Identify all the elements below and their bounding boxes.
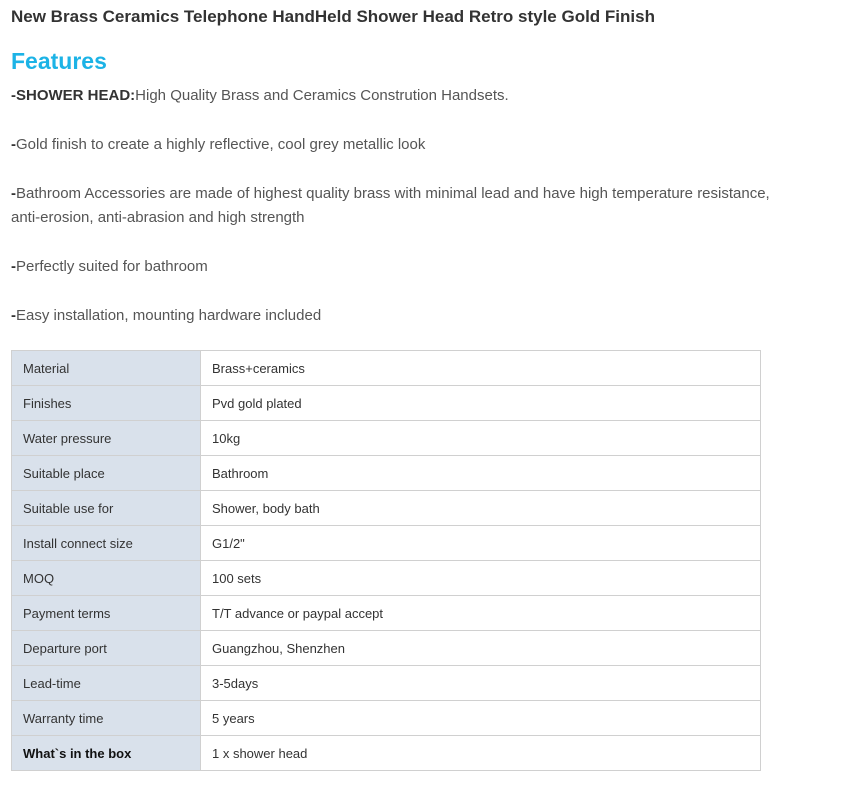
feature-label: SHOWER HEAD: xyxy=(16,87,136,104)
table-row xyxy=(12,386,761,421)
spec-key: Install connect size xyxy=(12,526,201,561)
feature-text: Bathroom Accessories are made of highest quality brass with minimal lead and have high temperature resistance, anti-erosion, anti-abrasion and high strength xyxy=(11,185,770,226)
spec-value: 100 sets xyxy=(201,561,761,596)
table-row xyxy=(12,596,761,631)
spec-value: T/T advance or paypal accept xyxy=(201,596,761,631)
table-row xyxy=(12,736,761,771)
features-list xyxy=(11,84,771,353)
feature-item: -Perfectly suited for bathroom xyxy=(11,258,208,275)
spec-key: MOQ xyxy=(12,561,201,596)
spec-key: Departure port xyxy=(12,631,201,666)
feature-item: -Gold finish to create a highly reflective, cool grey metallic look xyxy=(11,136,426,153)
feature-item: -SHOWER HEAD:High Quality Brass and Ceramics Constrution Handsets. xyxy=(11,87,509,104)
table-row xyxy=(12,666,761,701)
spec-key: What`s in the box xyxy=(12,736,201,771)
table-row xyxy=(12,701,761,736)
feature-text: High Quality Brass and Ceramics Constrution Handsets. xyxy=(135,87,509,104)
spec-key: Finishes xyxy=(12,386,201,421)
spec-value: 3-5days xyxy=(201,666,761,701)
spec-key: Suitable place xyxy=(12,456,201,491)
feature-text: Easy installation, mounting hardware included xyxy=(16,307,322,324)
feature-text: Gold finish to create a highly reflective, cool grey metallic look xyxy=(16,136,426,153)
features-heading: Features xyxy=(11,48,107,74)
feature-item: -Easy installation, mounting hardware included xyxy=(11,307,322,324)
table-row xyxy=(12,456,761,491)
spec-key: Material xyxy=(12,351,201,386)
feature-item: -Bathroom Accessories are made of highest quality brass with minimal lead and have high temperature resistance, anti-erosion, anti-abrasion and high strength xyxy=(11,185,770,226)
spec-value: Bathroom xyxy=(201,456,761,491)
feature-text: Perfectly suited for bathroom xyxy=(16,258,208,275)
specs-table xyxy=(11,350,761,771)
table-row xyxy=(12,351,761,386)
table-row xyxy=(12,631,761,666)
product-title: New Brass Ceramics Telephone HandHeld Shower Head Retro style Gold Finish xyxy=(11,7,655,26)
spec-value: G1/2" xyxy=(201,526,761,561)
spec-key: Warranty time xyxy=(12,701,201,736)
spec-key: Lead-time xyxy=(12,666,201,701)
spec-value: 1 x shower head xyxy=(201,736,761,771)
table-row xyxy=(12,491,761,526)
spec-key: Suitable use for xyxy=(12,491,201,526)
spec-value: 10kg xyxy=(201,421,761,456)
spec-key: Payment terms xyxy=(12,596,201,631)
table-row xyxy=(12,421,761,456)
spec-value: Guangzhou, Shenzhen xyxy=(201,631,761,666)
spec-value: Pvd gold plated xyxy=(201,386,761,421)
spec-value: Shower, body bath xyxy=(201,491,761,526)
spec-value: Brass+ceramics xyxy=(201,351,761,386)
table-row xyxy=(12,561,761,596)
spec-value: 5 years xyxy=(201,701,761,736)
spec-key: Water pressure xyxy=(12,421,201,456)
table-row xyxy=(12,526,761,561)
